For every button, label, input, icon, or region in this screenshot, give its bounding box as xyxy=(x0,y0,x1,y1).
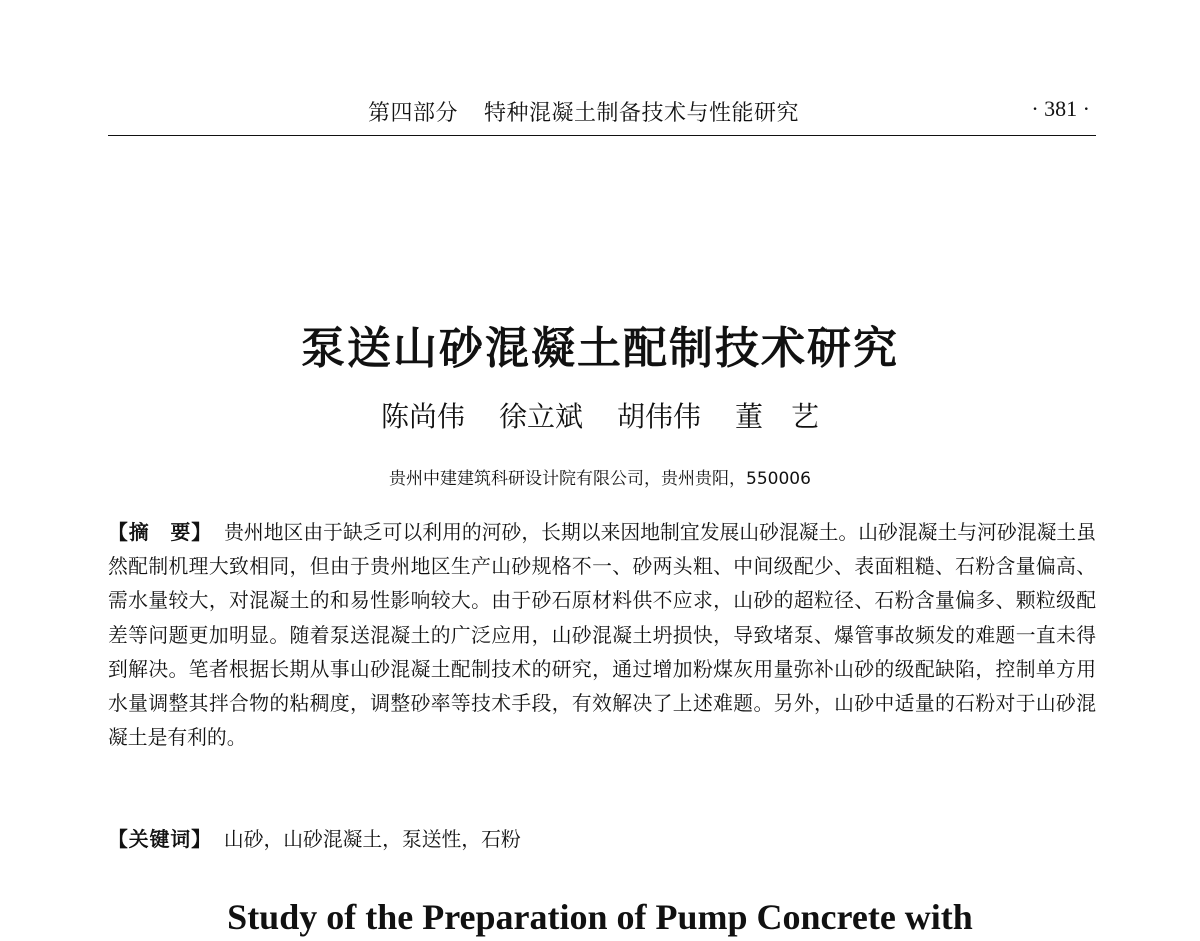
keywords-text: 山砂，山砂混凝土，泵送性，石粉 xyxy=(223,828,521,851)
abstract-text: 贵州地区由于缺乏可以利用的河砂，长期以来因地制宜发展山砂混凝土。山砂混凝土与河砂混凝土虽然配制机理大致相同，但由于贵州地区生产山砂规格不一、砂两头粗、中间级配少、表面粗糙、石粉含量偏高、需水量较大，对混凝土的和易性影响较大。由于砂石原材料供不应求，山砂的超粒径、石粉含量偏多、颗粒级配差等问题更加明显。随着泵送混凝土的广泛应用，山砂混凝土坍损快，导致堵泵、爆管事故频发的难题一直未得到解决。笔者根据长期从事山砂混凝土配制技术的研究，通过增加粉煤灰用量弥补山砂的级配缺陷，控制单方用水量调整其拌合物的粘稠度，调整砂率等技术手段，有效解决了上述难题。另外，山砂中适量的石粉对于山砂混凝土是有利的。 xyxy=(108,521,1096,750)
abstract-label: 【摘 要】 xyxy=(108,521,213,544)
abstract xyxy=(108,516,1096,755)
author-name: 董 艺 xyxy=(735,400,820,433)
running-header xyxy=(108,92,1096,132)
keywords xyxy=(108,823,1096,852)
header-divider xyxy=(108,135,1096,136)
section-label: 第四部分 xyxy=(368,101,459,126)
section-title xyxy=(368,96,799,127)
author-name: 胡伟伟 xyxy=(617,400,702,433)
section-name: 特种混凝土制备技术与性能研究 xyxy=(484,101,800,126)
paper-title: 泵送山砂混凝土配制技术研究 xyxy=(301,323,899,374)
english-title: Study of the Preparation of Pump Concrete with xyxy=(227,897,973,937)
keywords-label: 【关键词】 xyxy=(108,828,212,851)
author-list xyxy=(0,395,1200,435)
author-name: 徐立斌 xyxy=(498,400,583,433)
author-affiliation: 贵州中建建筑科研设计院有限公司，贵州贵阳，550006 xyxy=(389,469,811,489)
author-name: 陈尚伟 xyxy=(380,400,465,433)
page-number: · 381 · xyxy=(1031,96,1090,121)
